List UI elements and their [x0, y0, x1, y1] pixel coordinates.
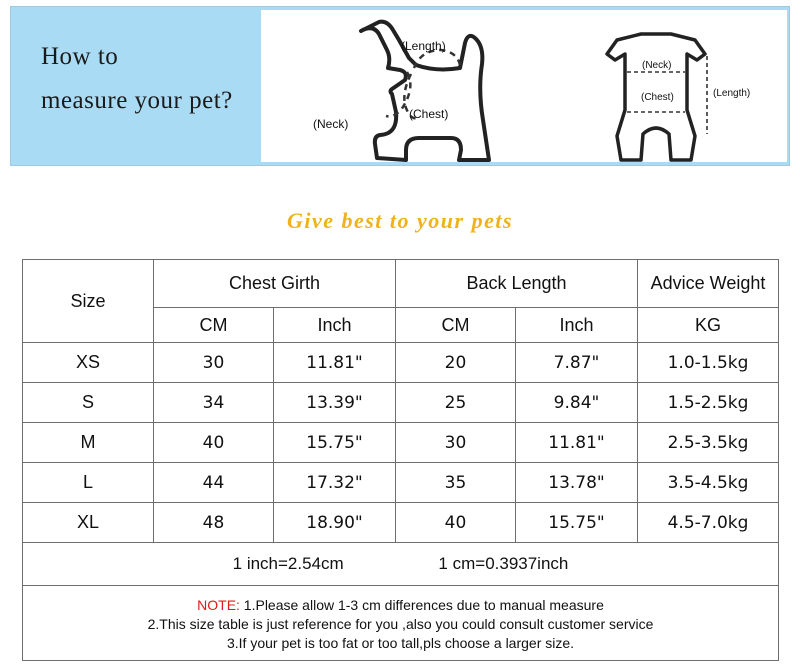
back-inch-cell: 13.78"	[516, 463, 638, 503]
size-header: Size	[23, 260, 154, 343]
chest-inch-cell: 17.32"	[274, 463, 396, 503]
size-cell: M	[23, 423, 154, 463]
table-row	[23, 423, 779, 463]
table-row	[23, 383, 779, 423]
shirt-neck-label: (Neck)	[642, 60, 672, 71]
banner-heading-line2: measure your pet?	[41, 87, 233, 114]
back-inch-cell: 11.81"	[516, 423, 638, 463]
dog-length-label: (Length)	[401, 39, 446, 53]
back-cm-cell: 25	[396, 383, 516, 423]
chest-cm-cell: 48	[154, 503, 274, 543]
chest-cm-cell: 34	[154, 383, 274, 423]
size-cell: L	[23, 463, 154, 503]
weight-cell: 2.5-3.5kg	[638, 423, 779, 463]
banner-heading-line1: How to	[41, 43, 119, 70]
back-length-header: Back Length	[396, 260, 638, 308]
weight-cell: 1.5-2.5kg	[638, 383, 779, 423]
back-cm-cell: 40	[396, 503, 516, 543]
unit-header: CM	[154, 308, 274, 343]
back-cm-cell: 20	[396, 343, 516, 383]
chest-cm-cell: 44	[154, 463, 274, 503]
conversion-row	[23, 543, 779, 586]
table-row	[23, 463, 779, 503]
unit-header: Inch	[516, 308, 638, 343]
back-cm-cell: 30	[396, 423, 516, 463]
chest-girth-header: Chest Girth	[154, 260, 396, 308]
size-cell: XL	[23, 503, 154, 543]
back-inch-cell: 15.75"	[516, 503, 638, 543]
unit-header: CM	[396, 308, 516, 343]
notes-row	[23, 586, 779, 661]
table-row	[23, 343, 779, 383]
note-line-1	[23, 596, 778, 615]
note-text-1: 1.Please allow 1-3 cm differences due to manual measure	[239, 596, 604, 613]
unit-header: KG	[638, 308, 779, 343]
weight-cell: 1.0-1.5kg	[638, 343, 779, 383]
chest-cm-cell: 30	[154, 343, 274, 383]
weight-cell: 3.5-4.5kg	[638, 463, 779, 503]
weight-cell: 4.5-7.0kg	[638, 503, 779, 543]
notes-cell	[23, 586, 779, 661]
chest-inch-cell: 11.81"	[274, 343, 396, 383]
shirt-length-label: (Length)	[713, 88, 751, 99]
chest-cm-cell: 40	[154, 423, 274, 463]
tagline: Give best to your pets	[286, 208, 514, 233]
chest-inch-cell: 13.39"	[274, 383, 396, 423]
table-header-row	[23, 260, 779, 308]
size-cell: S	[23, 383, 154, 423]
note-line-2: 2.This size table is just reference for you ,also you could consult customer service	[147, 615, 654, 632]
back-inch-cell: 7.87"	[516, 343, 638, 383]
note-label: NOTE:	[197, 596, 240, 613]
back-inch-cell: 9.84"	[516, 383, 638, 423]
size-chart-table	[22, 259, 779, 661]
advice-weight-header: Advice Weight	[638, 260, 779, 308]
cm-to-inch-text: 1 cm=0.3937inch	[438, 554, 569, 573]
measure-illustration	[261, 10, 787, 162]
size-cell: XS	[23, 343, 154, 383]
dog-neck-label: (Neck)	[313, 117, 349, 131]
chest-inch-cell: 18.90"	[274, 503, 396, 543]
conversion-cell	[23, 543, 779, 586]
note-line-3: 3.If your pet is too fat or too tall,pls choose a larger size.	[226, 634, 575, 651]
inch-to-cm-text: 1 inch=2.54cm	[232, 554, 344, 573]
chest-inch-cell: 15.75"	[274, 423, 396, 463]
back-cm-cell: 35	[396, 463, 516, 503]
banner-heading	[41, 35, 233, 123]
unit-header: Inch	[274, 308, 396, 343]
shirt-chest-label: (Chest)	[641, 92, 674, 103]
table-row	[23, 503, 779, 543]
measure-banner	[10, 6, 790, 166]
dog-chest-label: (Chest)	[409, 107, 449, 121]
illustration-panel	[261, 10, 787, 162]
